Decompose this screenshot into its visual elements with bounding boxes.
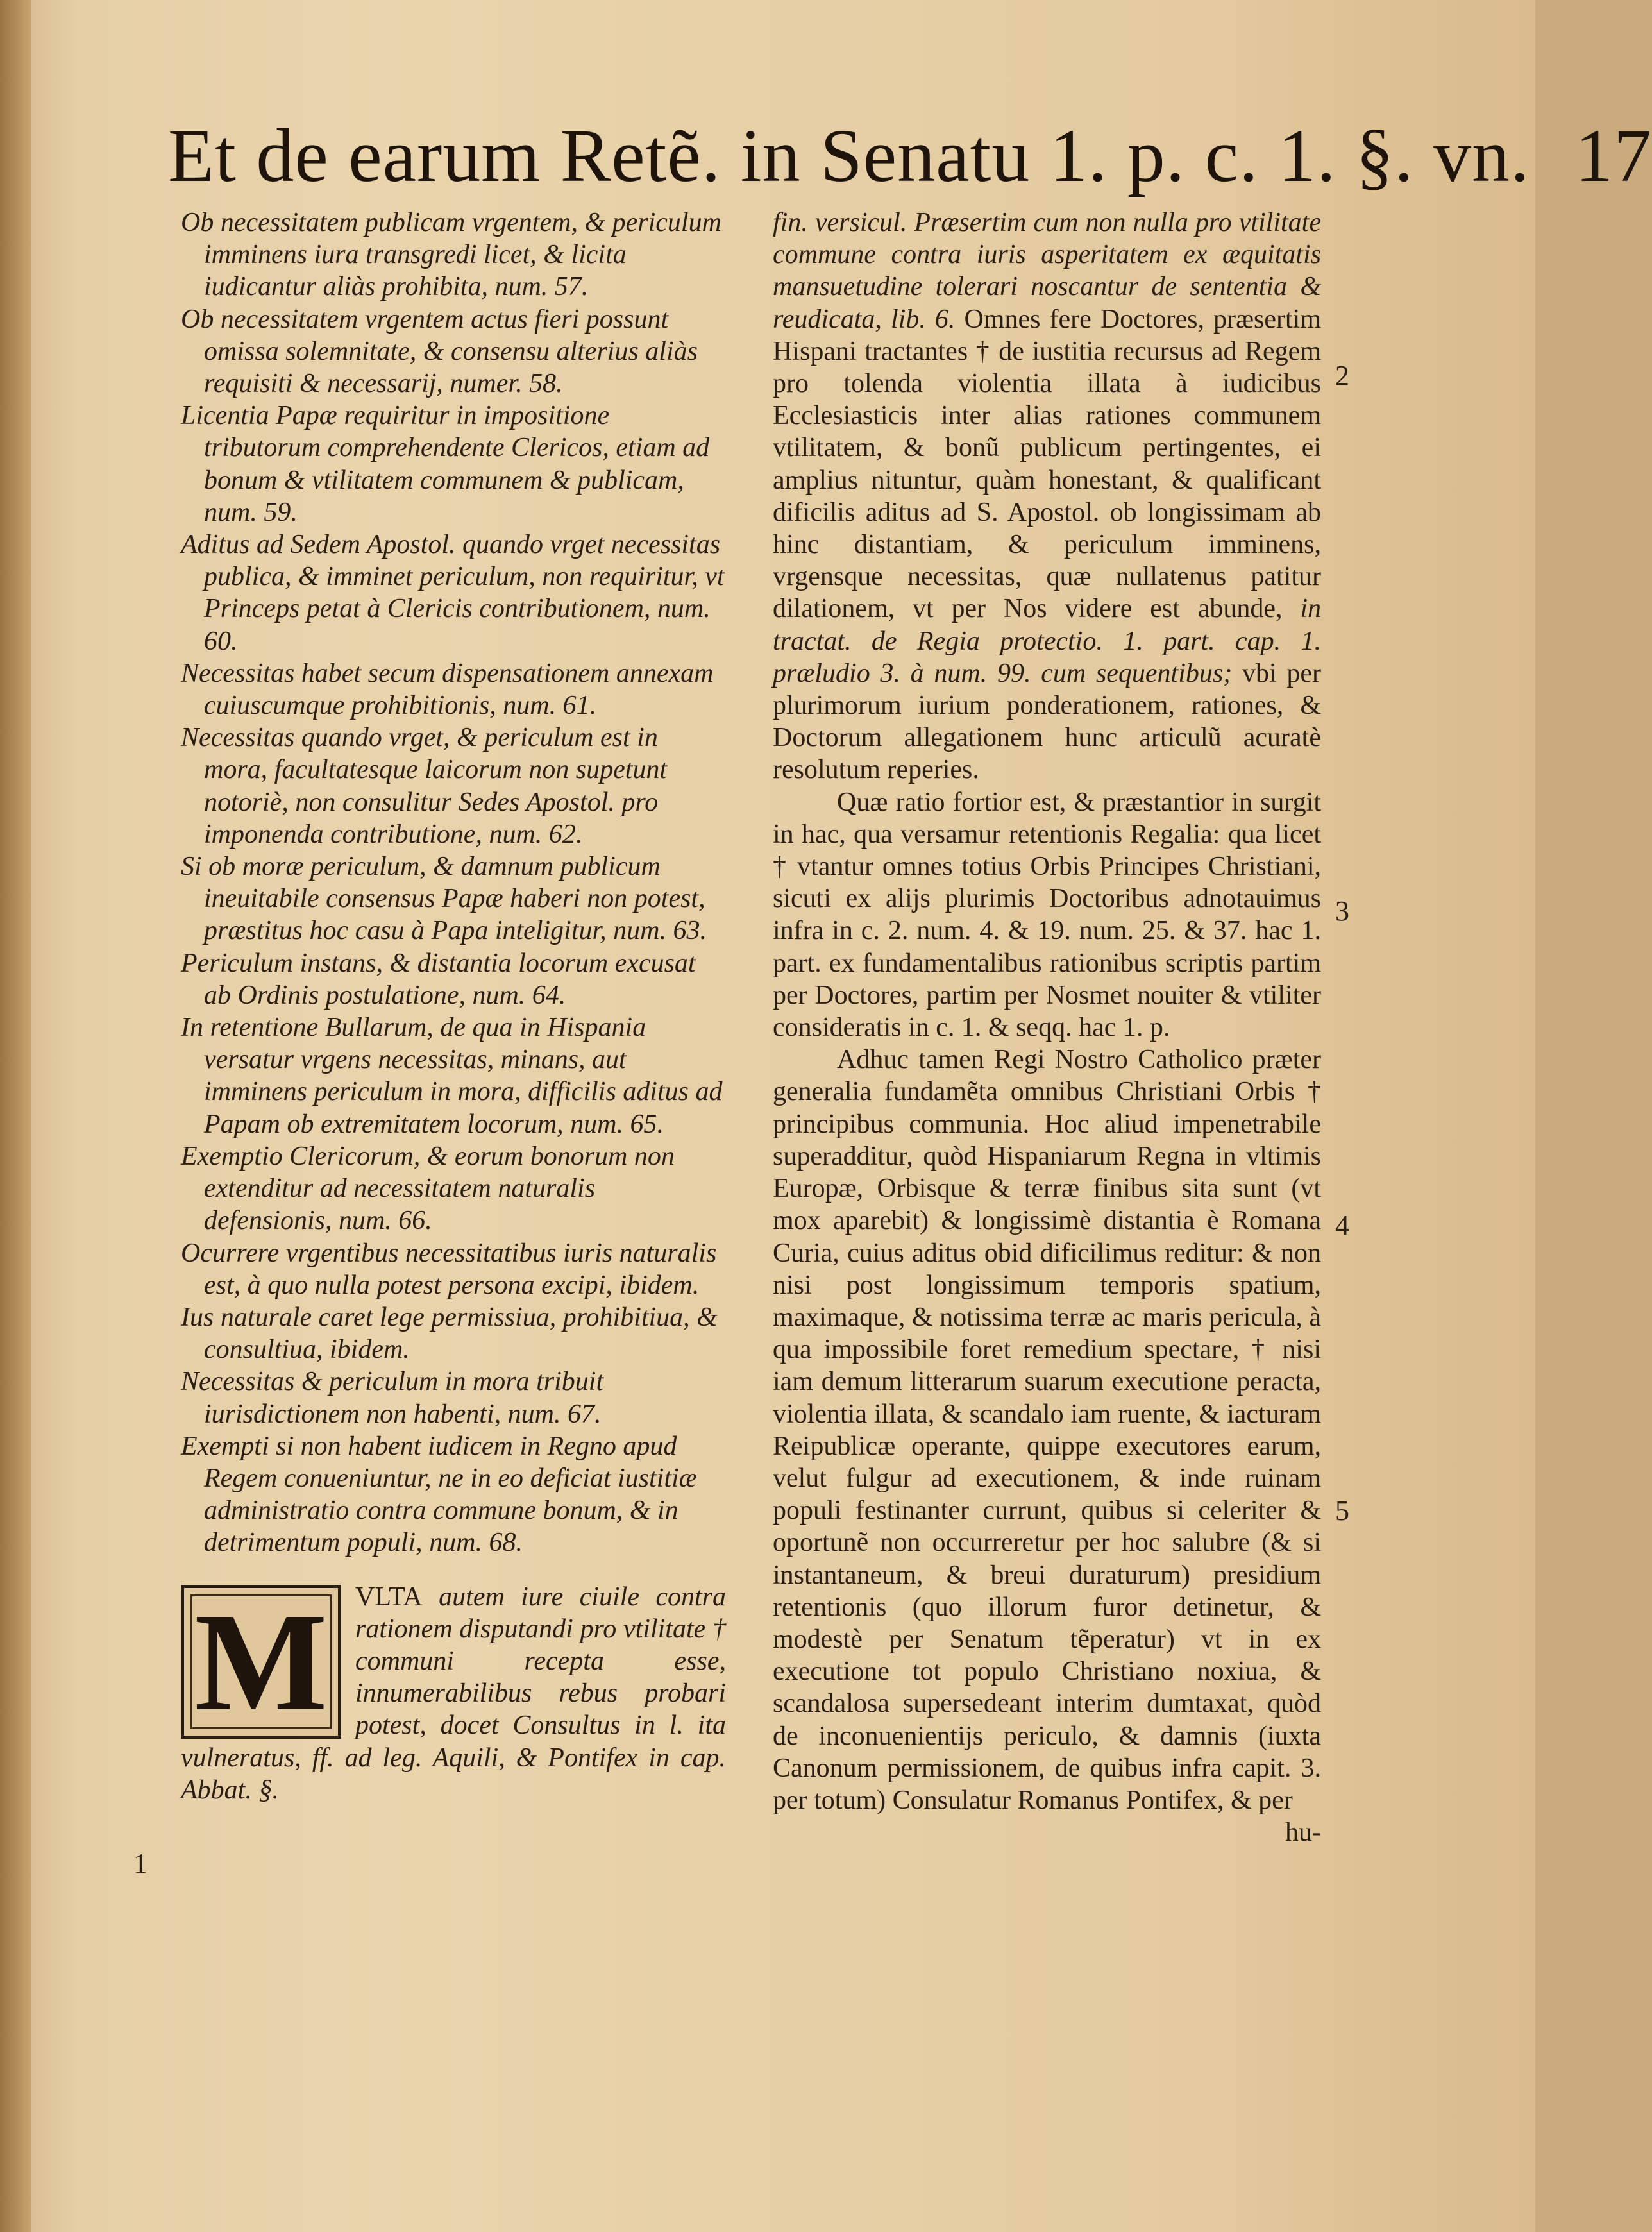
binding-gutter bbox=[0, 0, 31, 2232]
running-title: Et de earum Retẽ. in Senatu 1. p. c. 1. §. vn. bbox=[168, 114, 1530, 198]
margin-number: 1 bbox=[133, 1848, 148, 1879]
summary-entry: Ob necessitatem vrgentem actus fieri possunt omissa solemnitate, & consensu alterius aliàs requisiti & necessarij, numer. 58. bbox=[181, 304, 698, 399]
summary-entry: Periculum instans, & distantia locorum excusat ab Ordinis postulatione, num. 64. bbox=[181, 948, 696, 1010]
summary-entry: Exemptio Clericorum, & eorum bonorum non extenditur ad necessitatem naturalis defensionis, num. 66. bbox=[181, 1141, 675, 1236]
page-number: 17 bbox=[1575, 114, 1652, 198]
paragraph-text: Omnes fere Doctores, præsertim Hispani tractantes † de iustitia recursus ad Regem pro tolenda violentia illata à iudicibus Ecclesiasticis inter alias rationes communem vtilitatem, & bonũ publicum pertingentes, ei amplius nituntur, quàm honestant, & qualificant dificilis aditus ad S. Apostol. ob longissimam ab hinc distantiam, & periculum imminens, vrgensque necessitas, quæ nullatenus patitur dilationem, vt per Nos videre est abunde, bbox=[773, 304, 1321, 624]
summary-entry: Licentia Papæ requiritur in impositione tributorum comprehendente Clericos, etiam ad bonum & vtilitatem communem & publicam, num. 59. bbox=[181, 401, 710, 527]
summary-entry: Si ob moræ periculum, & damnum publicum ineuitabile consensus Papæ haberi non potest, præstitus hoc casu à Papa inteligitur, num. 63. bbox=[181, 852, 707, 946]
summary-entry: Ius naturale caret lege permissiua, prohibitiua, & consultiua, ibidem. bbox=[181, 1302, 718, 1365]
summary-entry: Ocurrere vrgentibus necessitatibus iuris naturalis est, à quo nulla potest persona excipi, ibidem. bbox=[181, 1238, 717, 1300]
paragraph-1 bbox=[773, 207, 1321, 786]
citation: fin. versicul. Præsertim cum non nulla pro vtilitate commune contra iuris asperitatem ex æquitatis mansuetudine tolerari noscantur de sententia & reudicata, lib. 6. bbox=[773, 208, 1321, 334]
summary-entry: Ob necessitatem publicam vrgentem, & periculum imminens iura transgredi licet, & licita iudicantur aliàs prohibita, num. 57. bbox=[181, 208, 721, 302]
paragraph-text: vbi per plurimorum iurium ponderationem, rationes, & Doctorum allegationem hunc articulũ acuratè resolutum reperies. bbox=[773, 658, 1322, 785]
opening-paragraph bbox=[181, 1581, 726, 1806]
margin-number: 2 bbox=[1335, 360, 1349, 391]
decorated-initial bbox=[181, 1585, 341, 1739]
summary-entry: Exempti si non habent iudicem in Regno apud Regem conueniuntur, ne in eo deficiat iustitiæ administratio contra commune bonum, & in detrimentum populi, num. 68. bbox=[181, 1431, 697, 1558]
summary-entry: Necessitas habet secum dispensationem annexam cuiuscumque prohibitionis, num. 61. bbox=[181, 658, 714, 721]
paragraph-3: Adhuc tamen Regi Nostro Catholico præter generalia fundamẽta omnibus Christiani Orbis † principibus communia. Hoc aliud impenetrabile superadditur, quòd Hispaniarum Regna in vltimis Europæ, Orbisque & terræ finibus sita sunt (vt mox aparebit) & longissimè distantia è Romana Curia, cuius aditus obid dificilimus reditur: & non nisi post longissimum temporis spatium, maximaque, & notissima terræ ac maris pericula, à qua impossibile foret remedium spectare, † nisi iam demum litterarum suarum executione peracta, violentia illata, & scandalo iam ruente, & iacturam Reipublicæ operante, quippe executores earum, velut fulgur ad executionem, & inde ruinam populi festinanter currunt, quibus si celeriter & oportunẽ non occurreretur per hoc salubre (& si instantaneum, & breui duraturum) presidium retentionis (quo illorum furor detinetur, & modestè per Senatum tẽperatur) vt in ex executione tot populo Christiano noxiua, & scandalosa supersedeant interim dumtaxat, quòd de inconuenientijs periculo, & damnis (iuxta Canonum permissionem, de quibus infra capit. 3. per totum) Consulatur Romanus Pontifex, & per bbox=[773, 1045, 1321, 1815]
paragraph-2: Quæ ratio fortior est, & præstantior in surgit in hac, qua versamur retentionis Regalia: qua licet † vtantur omnes totius Orbis Principes Christiani, sicuti ex alijs plurimis Doctoribus adnotauimus infra in c. 2. num. 4. & 19. num. 25. & 37. hac 1. part. ex fundamentalibus rationibus scriptis partim per Doctores, partim per Nosmet nouiter & vtiliter consideratis in c. 1. & seqq. hac 1. p. bbox=[773, 787, 1321, 1043]
summary-entry: Aditus ad Sedem Apostol. quando vrget necessitas publica, & imminet periculum, non requiritur, vt Princeps petat à Clericis contributionem, num. 60. bbox=[181, 530, 725, 656]
margin-number: 5 bbox=[1335, 1495, 1349, 1526]
right-column bbox=[773, 207, 1321, 1848]
running-header bbox=[168, 108, 1652, 204]
summary-entry: Necessitas quando vrget, & periculum est in mora, facultatesque laicorum non supetunt notoriè, non consulitur Sedes Apostol. pro imponenda contributione, num. 62. bbox=[181, 723, 668, 849]
margin-number: 4 bbox=[1335, 1210, 1349, 1241]
opening-text: autem iure ciuile contra rationem disputandi pro vtilitate † communi recepta esse, innumerabilibus rebus probari potest, docet Consultus in l. ita vulneratus, ff. ad leg. Aquili, & Pontifex in cap. Abbat. §. bbox=[181, 1582, 726, 1805]
opening-small-caps: VLTA bbox=[355, 1582, 423, 1612]
summary-entry: In retentione Bullarum, de qua in Hispania versatur vrgens necessitas, minans, aut imminens periculum in mora, difficilis aditus ad Papam ob extremitatem locorum, num. 65. bbox=[181, 1013, 723, 1139]
catchword: hu- bbox=[1285, 1818, 1321, 1848]
citation: in tractat. de Regia protectio. 1. part. cap. 1. præludio 3. à num. 99. cum sequentibus; bbox=[773, 594, 1321, 688]
dropcap-letter: M bbox=[194, 1583, 328, 1740]
summary-entry: Necessitas & periculum in mora tribuit iurisdictionem non habenti, num. 67. bbox=[181, 1367, 604, 1429]
left-column bbox=[181, 207, 726, 1806]
margin-number: 3 bbox=[1335, 895, 1349, 927]
